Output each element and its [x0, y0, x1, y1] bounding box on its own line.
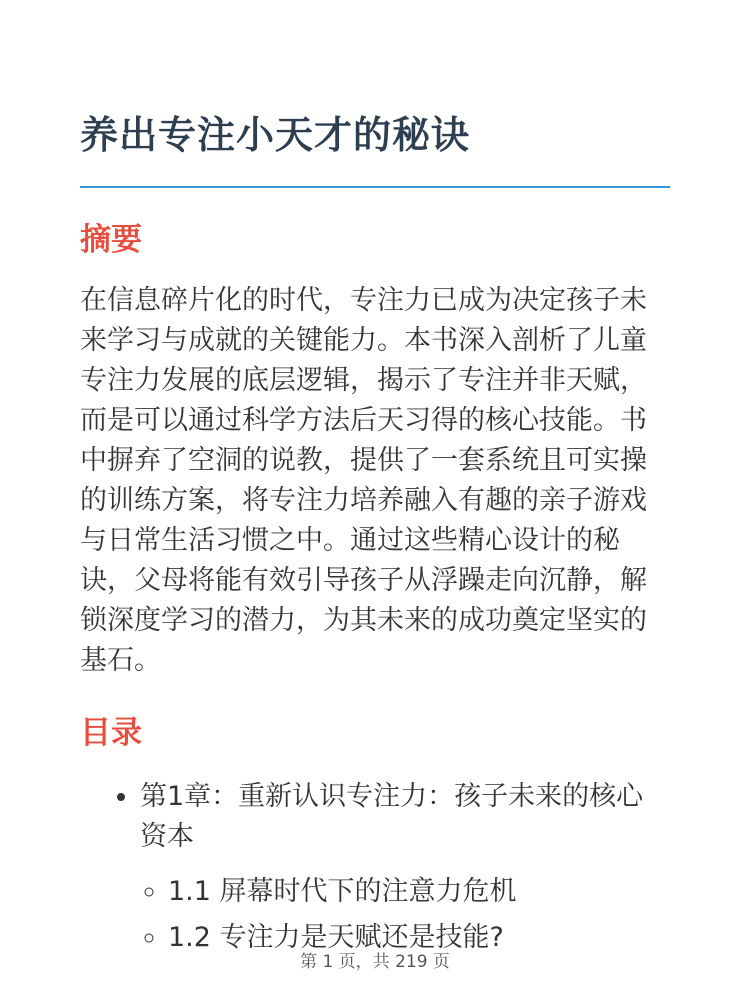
toc-heading: 目录	[80, 715, 142, 752]
toc-list	[80, 777, 670, 958]
title-divider	[80, 186, 670, 188]
toc-section-list	[140, 872, 670, 958]
abstract-paragraph: 在信息碎片化的时代，专注力已成为决定孩子未来学习与成就的关键能力。本书深入剖析了儿童专注力发展的底层逻辑，揭示了专注并非天赋，而是可以通过科学方法后天习得的核心技能。书中摒弃了空洞的说教，提供了一套系统且可实操的训练方案，将专注力培养融入有趣的亲子游戏与日常生活习惯之中。通过这些精心设计的秘诀，父母将能有效引导孩子从浮躁走向沉静，解锁深度学习的潜力，为其未来的成功奠定坚实的基石。	[80, 285, 647, 677]
page-number-footer: 第 1 页，共 219 页	[300, 952, 450, 972]
toc-section-item: ◦ 1.1 屏幕时代下的注意力危机	[168, 872, 670, 912]
toc-chapter-label: 第1章：重新认识专注力：孩子未来的核心资本	[140, 781, 644, 852]
abstract-heading: 摘要	[80, 221, 142, 258]
page-title: 养出专注小天才的秘诀	[80, 113, 471, 157]
toc-section-item: ◦ 1.2 专注力是天赋还是技能?	[168, 918, 670, 958]
toc-chapter-item	[140, 777, 670, 958]
